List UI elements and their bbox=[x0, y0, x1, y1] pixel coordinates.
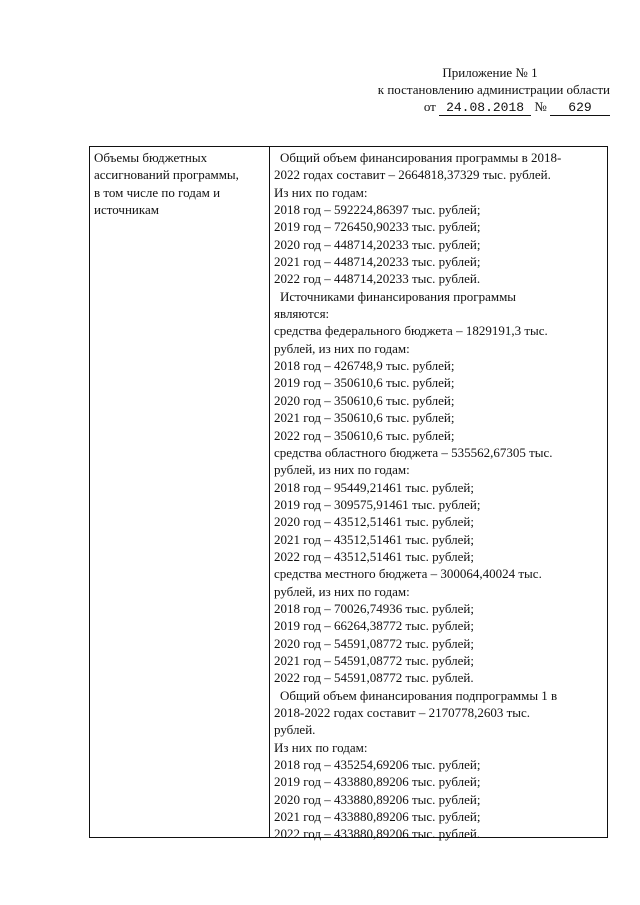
column-divider bbox=[269, 147, 270, 837]
content-line: 2021 год – 350610,6 тыс. рублей; bbox=[274, 410, 455, 426]
label-line: источникам bbox=[94, 201, 159, 217]
content-line: 2020 год – 448714,20233 тыс. рублей; bbox=[274, 236, 481, 252]
table-label-cell bbox=[94, 149, 266, 218]
decree-number: 629 bbox=[550, 100, 610, 116]
content-line: 2018 год – 435254,69206 тыс. рублей; bbox=[274, 757, 481, 773]
content-line: 2022 годах составит – 2664818,37329 тыс. рублей. bbox=[274, 167, 551, 183]
content-line: 2019 год – 66264,38772 тыс. рублей; bbox=[274, 618, 474, 634]
content-line: рублей, из них по годам: bbox=[274, 583, 410, 599]
number-prefix: № bbox=[534, 99, 547, 114]
content-line: 2022 год – 54591,08772 тыс. рублей. bbox=[274, 670, 474, 686]
label-line: Объемы бюджетных bbox=[94, 150, 208, 165]
content-line: 2021 год – 43512,51461 тыс. рублей; bbox=[274, 531, 474, 547]
content-line: 2018 год – 70026,74936 тыс. рублей; bbox=[274, 600, 474, 616]
content-line: рублей. bbox=[274, 722, 316, 738]
content-line: 2018 год – 95449,21461 тыс. рублей; bbox=[274, 479, 474, 495]
content-line: Общий объем финансирования подпрограммы 1 в bbox=[280, 687, 558, 703]
appendix-subtitle: к постановлению администрации области bbox=[377, 82, 610, 97]
document-header bbox=[340, 64, 610, 116]
content-line: 2018 год – 592224,86397 тыс. рублей; bbox=[274, 202, 481, 218]
content-line: Источниками финансирования программы bbox=[280, 288, 517, 304]
label-line: ассигнований программы, bbox=[94, 167, 239, 183]
content-line: рублей, из них по годам: bbox=[274, 462, 410, 478]
content-line: 2018-2022 годах составит – 2170778,2603 тыс. bbox=[274, 705, 531, 720]
content-line: 2021 год – 433880,89206 тыс. рублей; bbox=[274, 809, 481, 825]
content-line: 2018 год – 426748,9 тыс. рублей; bbox=[274, 358, 455, 374]
content-line: рублей, из них по годам: bbox=[274, 340, 410, 356]
content-line: 2022 год – 350610,6 тыс. рублей; bbox=[274, 427, 455, 443]
content-line: средства федерального бюджета – 1829191,3 тыс. bbox=[274, 323, 548, 339]
content-line: 2020 год – 350610,6 тыс. рублей; bbox=[274, 392, 455, 408]
table-content-cell bbox=[274, 149, 604, 843]
appendix-title: Приложение № 1 bbox=[442, 65, 538, 80]
content-line: 2019 год – 433880,89206 тыс. рублей; bbox=[274, 774, 481, 790]
content-line: 2022 год – 448714,20233 тыс. рублей. bbox=[274, 271, 481, 287]
content-line: средства местного бюджета – 300064,40024 тыс. bbox=[274, 566, 542, 582]
decree-reference bbox=[340, 98, 610, 116]
content-line: 2019 год – 309575,91461 тыс. рублей; bbox=[274, 496, 481, 512]
content-line: 2020 год – 54591,08772 тыс. рублей; bbox=[274, 635, 474, 651]
decree-date: 24.08.2018 bbox=[439, 100, 531, 116]
content-line: 2020 год – 43512,51461 тыс. рублей; bbox=[274, 514, 474, 530]
content-line: 2019 год – 726450,90233 тыс. рублей; bbox=[274, 219, 481, 235]
content-line: 2021 год – 54591,08772 тыс. рублей; bbox=[274, 652, 474, 668]
content-line: Из них по годам: bbox=[274, 739, 368, 755]
content-line: Общий объем финансирования программы в 2018- bbox=[280, 150, 562, 165]
content-line: Из них по годам: bbox=[274, 184, 368, 200]
funding-table bbox=[89, 146, 608, 842]
label-line: в том числе по годам и bbox=[94, 184, 221, 200]
content-line: 2021 год – 448714,20233 тыс. рублей; bbox=[274, 254, 481, 270]
content-line: 2020 год – 433880,89206 тыс. рублей; bbox=[274, 791, 481, 807]
content-line: 2022 год – 43512,51461 тыс. рублей; bbox=[274, 548, 474, 564]
content-line: средства областного бюджета – 535562,67305 тыс. bbox=[274, 444, 553, 460]
content-line: 2019 год – 350610,6 тыс. рублей; bbox=[274, 375, 455, 391]
content-line: являются: bbox=[274, 306, 330, 322]
date-prefix: от bbox=[423, 99, 436, 114]
content-line: 2022 год – 433880,89206 тыс. рублей. bbox=[274, 826, 481, 842]
